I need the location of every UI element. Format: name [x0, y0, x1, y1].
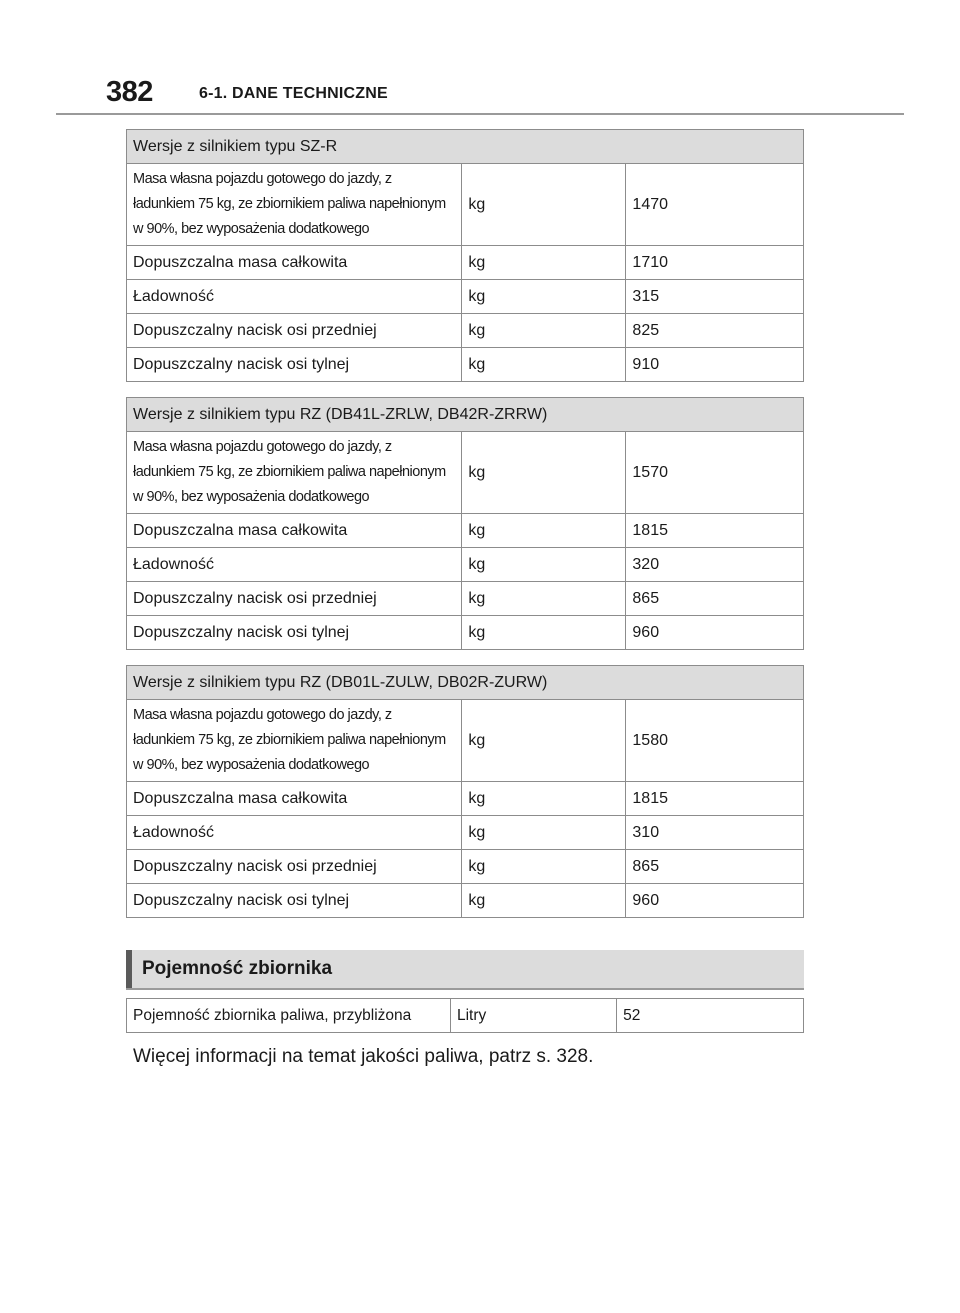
- spec-table-rz-db41: [126, 397, 804, 650]
- row-label: Ładowność: [127, 548, 462, 582]
- row-value: 825: [626, 314, 804, 348]
- section-title: 6-1. DANE TECHNICZNE: [199, 85, 388, 102]
- table-row: [127, 616, 804, 650]
- row-value: 315: [626, 280, 804, 314]
- page-header: [56, 76, 904, 114]
- table-row: [127, 280, 804, 314]
- row-label: Masa własna pojazdu gotowego do jazdy, z ładunkiem 75 kg, ze zbiornikiem paliwa napełnionym w 90%, bez wyposażenia dodatkowego: [127, 432, 462, 514]
- table-row: [127, 999, 804, 1033]
- subsection-heading: [126, 950, 804, 990]
- row-label: Dopuszczalny nacisk osi tylnej: [127, 348, 462, 382]
- row-unit: kg: [462, 850, 626, 884]
- row-label: Dopuszczalny nacisk osi przedniej: [127, 314, 462, 348]
- subsection-title: Pojemność zbiornika: [142, 958, 333, 979]
- heading-accent-bar: [126, 950, 132, 988]
- fuel-note: Więcej informacji na temat jakości paliwa, patrz s. 328.: [133, 1046, 594, 1067]
- row-unit: Litry: [450, 999, 616, 1033]
- spec-table-sz-r: [126, 129, 804, 382]
- table-row: [127, 884, 804, 918]
- header-divider: [56, 113, 904, 115]
- table-header-row: [127, 666, 804, 700]
- row-label: Dopuszczalna masa całkowita: [127, 514, 462, 548]
- row-label: Masa własna pojazdu gotowego do jazdy, z ładunkiem 75 kg, ze zbiornikiem paliwa napełnionym w 90%, bez wyposażenia dodatkowego: [127, 164, 462, 246]
- row-label: Dopuszczalny nacisk osi przedniej: [127, 582, 462, 616]
- row-unit: kg: [462, 246, 626, 280]
- table-row: [127, 850, 804, 884]
- row-value: 865: [626, 850, 804, 884]
- row-value: 320: [626, 548, 804, 582]
- row-value: 865: [626, 582, 804, 616]
- row-value: 1470: [626, 164, 804, 246]
- row-value: 910: [626, 348, 804, 382]
- table-row: [127, 348, 804, 382]
- table-row: [127, 164, 804, 246]
- row-unit: kg: [462, 432, 626, 514]
- row-value: 52: [617, 999, 804, 1033]
- row-value: 1580: [626, 700, 804, 782]
- row-value: 960: [626, 884, 804, 918]
- row-label: Dopuszczalna masa całkowita: [127, 246, 462, 280]
- row-unit: kg: [462, 782, 626, 816]
- table-title: Wersje z silnikiem typu SZ-R: [127, 130, 804, 164]
- row-unit: kg: [462, 884, 626, 918]
- table-row: [127, 816, 804, 850]
- table-row: [127, 700, 804, 782]
- row-unit: kg: [462, 700, 626, 782]
- row-label: Dopuszczalny nacisk osi przedniej: [127, 850, 462, 884]
- table-row: [127, 782, 804, 816]
- row-label: Dopuszczalna masa całkowita: [127, 782, 462, 816]
- row-value: 1815: [626, 514, 804, 548]
- table-row: [127, 246, 804, 280]
- table-row: [127, 582, 804, 616]
- table-row: [127, 514, 804, 548]
- row-unit: kg: [462, 280, 626, 314]
- tank-table: [126, 998, 804, 1033]
- row-unit: kg: [462, 616, 626, 650]
- table-row: [127, 432, 804, 514]
- row-value: 1710: [626, 246, 804, 280]
- row-value: 310: [626, 816, 804, 850]
- spec-table-rz-db01: [126, 665, 804, 918]
- table-header-row: [127, 398, 804, 432]
- row-label: Masa własna pojazdu gotowego do jazdy, z ładunkiem 75 kg, ze zbiornikiem paliwa napełnionym w 90%, bez wyposażenia dodatkowego: [127, 700, 462, 782]
- row-unit: kg: [462, 514, 626, 548]
- table-row: [127, 548, 804, 582]
- table-title: Wersje z silnikiem typu RZ (DB41L-ZRLW, DB42R-ZRRW): [127, 398, 804, 432]
- row-value: 1815: [626, 782, 804, 816]
- row-label: Ładowność: [127, 816, 462, 850]
- row-label: Dopuszczalny nacisk osi tylnej: [127, 884, 462, 918]
- row-unit: kg: [462, 548, 626, 582]
- row-label: Ładowność: [127, 280, 462, 314]
- table-header-row: [127, 130, 804, 164]
- row-label: Dopuszczalny nacisk osi tylnej: [127, 616, 462, 650]
- row-unit: kg: [462, 314, 626, 348]
- row-value: 960: [626, 616, 804, 650]
- row-unit: kg: [462, 816, 626, 850]
- table-row: [127, 314, 804, 348]
- row-unit: kg: [462, 348, 626, 382]
- row-value: 1570: [626, 432, 804, 514]
- row-unit: kg: [462, 164, 626, 246]
- table-title: Wersje z silnikiem typu RZ (DB01L-ZULW, DB02R-ZURW): [127, 666, 804, 700]
- row-label: Pojemność zbiornika paliwa, przybliżona: [127, 999, 451, 1033]
- page-number: 382: [106, 76, 153, 108]
- row-unit: kg: [462, 582, 626, 616]
